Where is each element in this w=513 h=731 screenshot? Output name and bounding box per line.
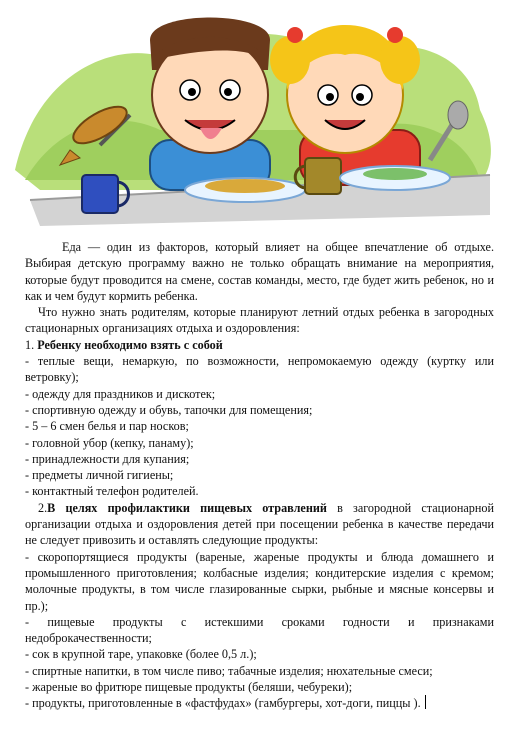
- section2-title: В целях профилактики пищевых отравлений: [47, 500, 327, 515]
- section1-number: 1.: [25, 337, 38, 352]
- text-cursor: [425, 695, 426, 709]
- list-item: - спортивную одежду и обувь, тапочки для помещения;: [25, 402, 313, 417]
- list-item: - принадлежности для купания;: [25, 451, 190, 466]
- list-item: - скоропортящиеся продукты (вареные, жареные продукты и блюда домашнего и промышленного приготовления; колбасные изделия; кондитерские изделия с кремом; молочные продукты, в том числе глазированные сырки, рыбные и мясные консервы и пр.);: [25, 549, 494, 613]
- list-item: - теплые вещи, немаркую, по возможности, непромокаемую одежду (куртку или ветровку);: [25, 354, 494, 385]
- list-item: - пищевые продукты с истекшими сроками годности и признаками недоброкачественности;: [25, 614, 494, 646]
- children-eating-illustration: [0, 0, 513, 236]
- section2-number: 2.: [38, 500, 48, 515]
- section1-heading: [25, 337, 494, 353]
- list-item: - спиртные напитки, в том числе пиво; табачные изделия; нюхательные смеси;: [25, 663, 433, 678]
- list-item: - одежду для праздников и дискотек;: [25, 386, 216, 401]
- section2-paragraph: [25, 500, 494, 549]
- list-item-last: - продукты, приготовленные в «фастфудах» (гамбургеры, хот-доги, пиццы ).: [25, 695, 494, 711]
- boy-figure: [150, 18, 270, 191]
- list-item: - головной убор (кепку, панаму);: [25, 435, 194, 450]
- section1-title: Ребенку необходимо взять с собой: [37, 337, 223, 352]
- list-item: - 5 – 6 смен белья и пар носков;: [25, 419, 189, 434]
- list-item: - жареные во фритюре пищевые продукты (беляши, чебуреки);: [25, 680, 353, 695]
- intro-paragraph: Еда — один из факторов, который влияет на общее впечатление об отдыхе. Выбирая детскую программу важно не только обращать внимание на мероприятия, которые будут проводится на смене, состав команды, место, где будет жить ребенок, но и как и чем будут кормить ребенка.: [25, 240, 494, 303]
- plate-with-food-right-icon: [340, 166, 450, 190]
- list-item: - контактный телефон родителей.: [25, 484, 199, 499]
- list-item: - сок в крупной таре, упаковке (более 0,5 л.);: [25, 647, 257, 662]
- list-item: - предметы личной гигиены;: [25, 468, 174, 483]
- intro-question-paragraph: Что нужно знать родителям, которые планируют летний отдых ребенка в загородных стационарных организациях отдыха и оздоровления:: [25, 305, 494, 336]
- plate-with-food-left-icon: [185, 178, 305, 202]
- section2-lead: в загородной стационарной организации отдыха и оздоровления детей при посещении ребенка в качестве передачи не следует привозить и оставлять следующие продукты:: [25, 500, 494, 548]
- article-text: [25, 239, 494, 712]
